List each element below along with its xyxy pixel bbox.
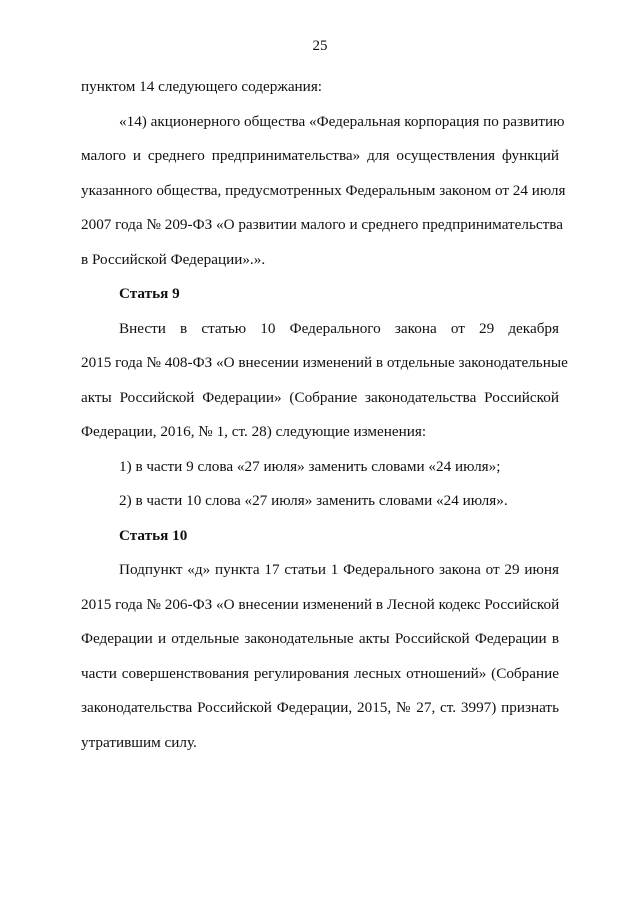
page-number: 25	[312, 38, 328, 54]
article-9-item-2: 2) в части 10 слова «27 июля» заменить словами «24 июля».	[119, 492, 508, 509]
quote-line-2: малого и среднего предпринимательства» для осуществления функций	[81, 147, 559, 164]
quote-line-5: в Российской Федерации».».	[81, 250, 266, 268]
page-body	[81, 70, 568, 760]
article-10-line-3: Федерации и отдельные законодательные акты Российской Федерации в	[81, 630, 559, 647]
article-9-line-1: Внести в статью 10 Федерального закона от 29 декабря	[119, 319, 559, 337]
quote-line-4: 2007 года № 209-ФЗ «О развитии малого и среднего предпринимательства	[81, 216, 564, 233]
article-10-heading: Статья 10	[119, 526, 188, 544]
article-10-line-4: части совершенствования регулирования лесных отношений» (Собрание	[81, 664, 559, 682]
article-10-line-2: 2015 года № 206-ФЗ «О внесении изменений в Лесной кодекс Российской	[81, 595, 560, 613]
quote-line-3: указанного общества, предусмотренных Федеральным законом от 24 июля	[81, 181, 566, 199]
article-9-heading: Статья 9	[119, 285, 180, 302]
article-9-item-1: 1) в части 9 слова «27 июля» заменить словами «24 июля»;	[119, 457, 501, 475]
continuation-line: пунктом 14 следующего содержания:	[81, 78, 323, 95]
article-10-line-1: Подпункт «д» пункта 17 статьи 1 Федерального закона от 29 июня	[119, 561, 559, 578]
article-10-line-6: утратившим силу.	[81, 733, 197, 751]
article-9-line-3: акты Российской Федерации» (Собрание законодательства Российской	[81, 388, 559, 406]
article-9-line-4: Федерации, 2016, № 1, ст. 28) следующие изменения:	[81, 423, 427, 440]
article-10-line-5: законодательства Российской Федерации, 2015, № 27, ст. 3997) признать	[81, 699, 559, 716]
quote-line-1: «14) акционерного общества «Федеральная корпорация по развитию	[119, 112, 565, 130]
article-9-line-2: 2015 года № 408-ФЗ «О внесении изменений в отдельные законодательные	[81, 354, 568, 371]
